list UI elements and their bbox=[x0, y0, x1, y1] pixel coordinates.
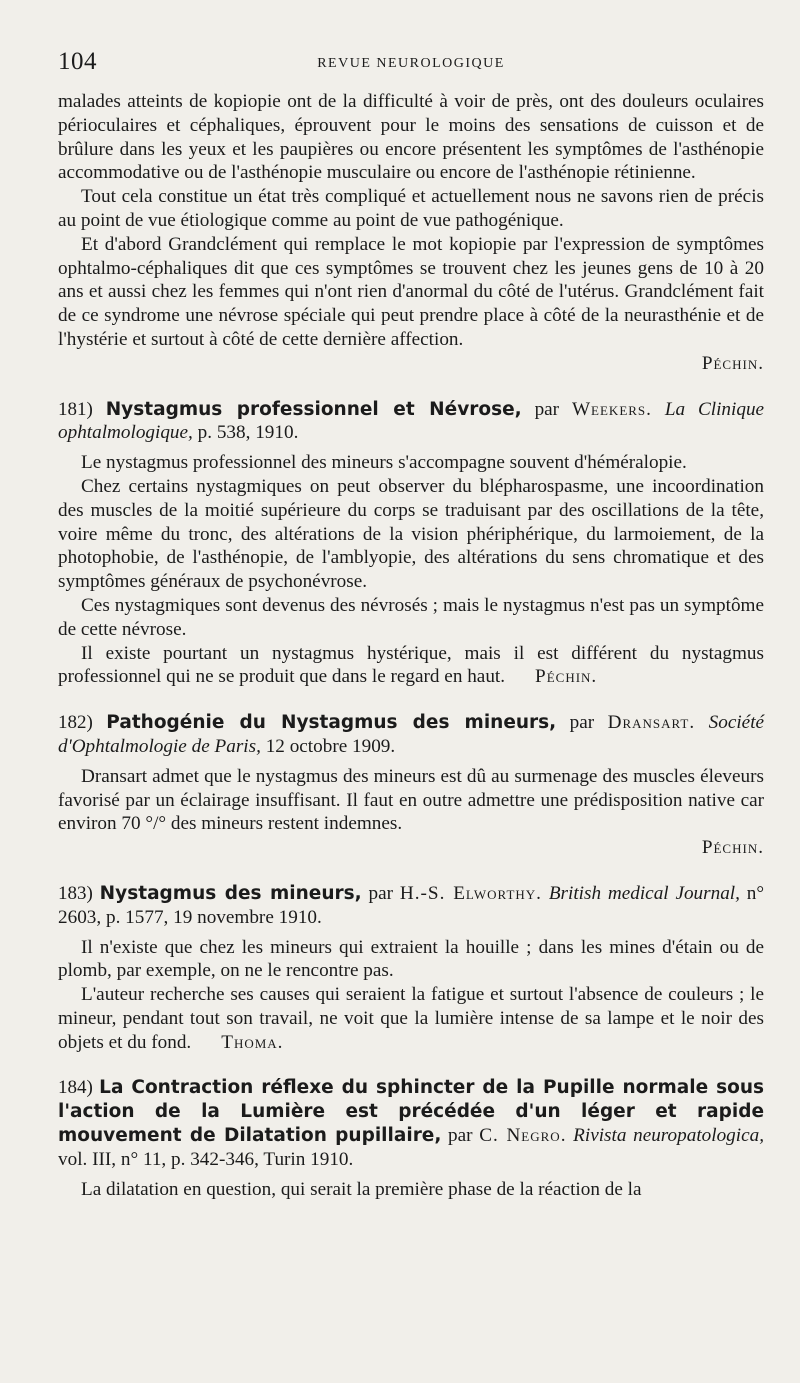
entry-number: 181) bbox=[58, 398, 93, 420]
entry-number: 183) bbox=[58, 882, 93, 904]
entry-reference: 12 octobre 1909. bbox=[265, 735, 396, 757]
paragraph: Tout cela constitue un état très compliqué et actuellement nous ne savons rien de précis au point de vue étiologique comme au point de vue pathogénique. bbox=[58, 186, 764, 231]
entry-heading bbox=[58, 711, 764, 759]
entry-title: Nystagmus des mineurs, bbox=[99, 882, 362, 904]
paragraph-text: L'auteur recherche ses causes qui seraient la fatigue et surtout l'absence de couleurs ; le mineur, pendant tout son travail, ne voit que la lumière intense de sa lampe et le noir des objets et du fond. bbox=[58, 984, 764, 1053]
entry-journal: British medical Journal, bbox=[548, 882, 740, 904]
abstract-entry bbox=[58, 882, 764, 1055]
entry-journal: La Clinique ophtalmologique, bbox=[58, 398, 765, 444]
entry-author: C. Negro. bbox=[479, 1125, 567, 1147]
paragraph: Chez certains nystagmiques on peut observer du blépharospasme, une incoordination des muscles de la moitié supérieure du corps se traduisant par des oscillations de la tête, voire même du tronc, des altérations de la vision phériphérique, du larmoiement, de la photophobie, de l'asthénopie, de l'amblyopie, des altérations du sens chromatique et des symptômes généraux de psychonévrose. bbox=[58, 475, 764, 593]
abstract-entry bbox=[58, 1076, 764, 1201]
page-header bbox=[58, 48, 764, 78]
paragraph: malades atteints de kopiopie ont de la difficulté à voir de près, ont des douleurs oculaires périoculaires et céphaliques, éprouvent pour le moins des sensations de cuisson et de brûlure dans les yeux et les paupières ou encore présentent les symptômes de l'asthénopie accommodative ou de l'asthénopie musculaire ou encore de l'asthénopie rétinienne. bbox=[58, 91, 764, 184]
entry-number: 182) bbox=[58, 712, 93, 734]
entry-reference: n° 2603, p. 1577, 19 novembre 1910. bbox=[58, 882, 765, 928]
abstract-entry bbox=[58, 398, 764, 690]
paragraph-text: Il existe pourtant un nystagmus hystérique, mais il est différent du nystagmus professionnel qui ne se produit que dans le regard en haut. bbox=[58, 642, 764, 688]
page-number: 104 bbox=[58, 48, 97, 75]
signature: Péchin. bbox=[701, 352, 764, 374]
paragraph: Dransart admet que le nystagmus des mineurs est dû au surmenage des muscles éleveurs favorisé par un éclairage insuffisant. Il faut en outre admettre une prédisposition native car environ 70 °/° des mineurs restent indemnes. bbox=[58, 765, 764, 835]
entry-heading bbox=[58, 882, 764, 930]
signature: Péchin. bbox=[535, 666, 598, 688]
entry-by: par bbox=[569, 712, 595, 734]
article-body bbox=[58, 90, 764, 1201]
entry-reference: p. 538, 1910. bbox=[197, 422, 299, 444]
entry-reference: vol. III, n° 11, p. 342-346, Turin 1910. bbox=[58, 1148, 354, 1170]
signature: Péchin. bbox=[701, 837, 764, 859]
entry-heading bbox=[58, 1076, 764, 1171]
entry-journal: Rivista neuropatologica, bbox=[573, 1125, 765, 1147]
entry-title: La Contraction réflexe du sphincter de la Pupille normale sous l'action de la Lumière est précédée d'un léger et rapide mouvement de Dilatation pupillaire, bbox=[58, 1077, 764, 1147]
entry-journal: Société d'Ophtalmologie de Paris, bbox=[58, 712, 765, 757]
entry-title: Nystagmus professionnel et Névrose, bbox=[105, 398, 522, 420]
paragraph: Et d'abord Grandclément qui remplace le mot kopiopie par l'expression de symptômes ophtalmo-céphaliques dit que ces symptômes se trouvent chez les jeunes gens de 10 à 20 ans et aussi chez les femmes qui n'ont rien d'anormal du côté de l'utérus. Grandclément fait de ce syndrome une névrose spéciale qui peut prendre place à côté de la neurasthénie et de l'hystérie et surtout à côté de cette dernière affection. bbox=[58, 233, 764, 350]
abstract-entry bbox=[58, 711, 764, 860]
entry-author: H.-S. Elworthy. bbox=[399, 882, 542, 904]
entry-title: Pathogénie du Nystagmus des mineurs, bbox=[106, 712, 557, 734]
paragraph bbox=[58, 983, 764, 1054]
paragraph bbox=[58, 642, 764, 690]
paragraph: Il n'existe que chez les mineurs qui extraient la houille ; dans les mines d'étain ou de plomb, par exemple, on ne le rencontre pas. bbox=[58, 936, 764, 982]
signature: Thoma. bbox=[221, 1031, 284, 1053]
paragraph: Ces nystagmiques sont devenus des névrosés ; mais le nystagmus n'est pas un symptôme de cette névrose. bbox=[58, 594, 764, 640]
entry-number: 184) bbox=[58, 1077, 93, 1099]
entry-by: par bbox=[534, 398, 560, 420]
paragraph: Le nystagmus professionnel des mineurs s'accompagne souvent d'héméralopie. bbox=[81, 452, 687, 474]
running-title: REVUE NEUROLOGIQUE bbox=[317, 56, 505, 71]
paragraph: La dilatation en question, qui serait la première phase de la réaction de la bbox=[81, 1178, 642, 1200]
entry-author: Dransart. bbox=[607, 712, 696, 734]
entry-by: par bbox=[448, 1125, 473, 1147]
entry-author: Weekers. bbox=[571, 398, 652, 420]
entry-by: par bbox=[368, 882, 394, 904]
entry-heading bbox=[58, 398, 764, 446]
